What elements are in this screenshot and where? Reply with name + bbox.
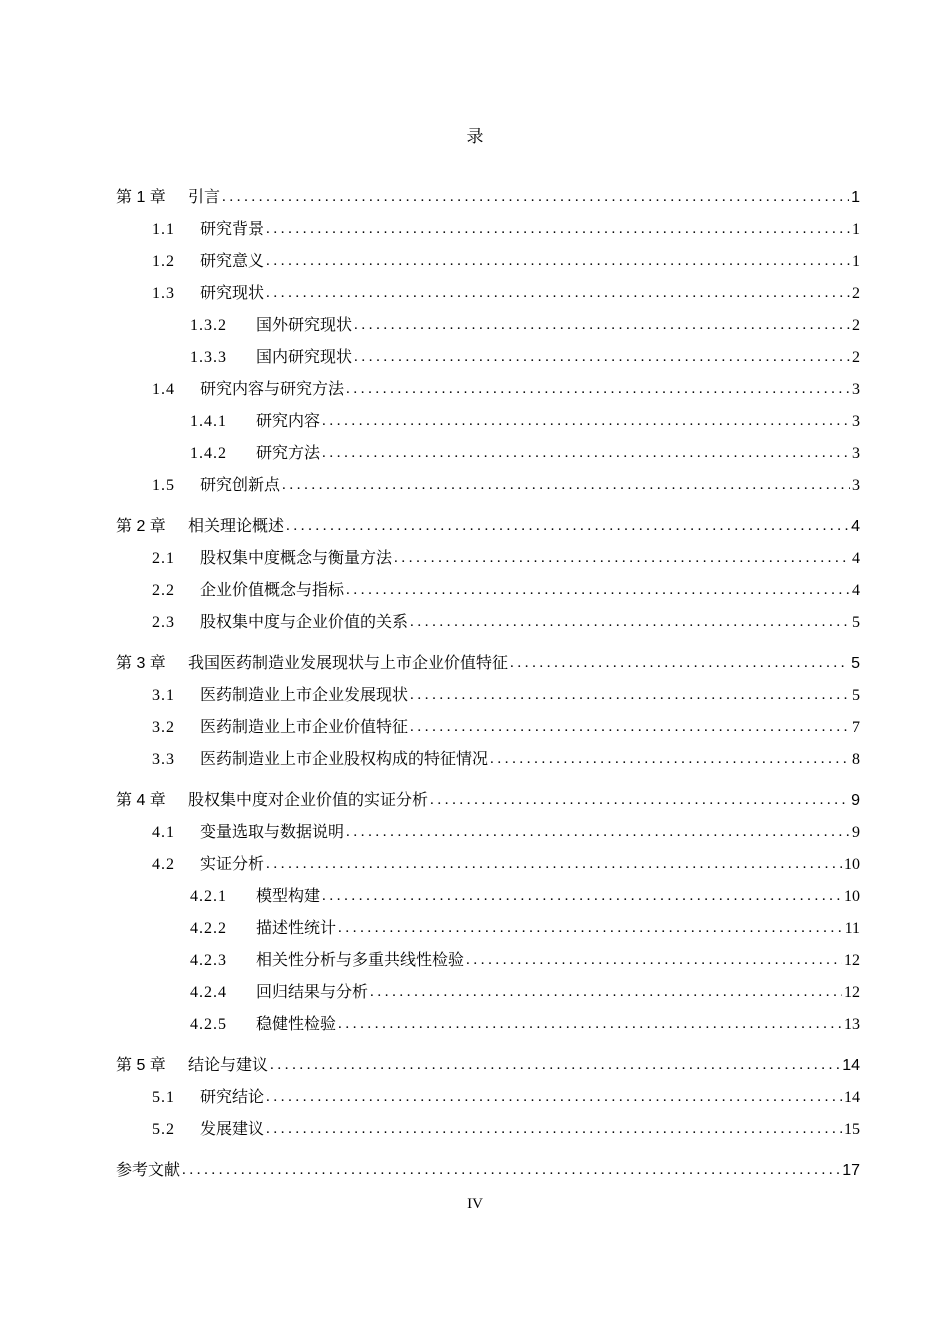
- toc-entry-label: [0, 655, 508, 672]
- toc-entry-label: [0, 856, 264, 873]
- toc-entry-page: 14: [844, 1089, 860, 1106]
- toc-entry-title: 回归结果与分析: [256, 984, 369, 1001]
- toc-entry-number: 1.2: [152, 253, 175, 270]
- toc-entry-label: [0, 189, 220, 206]
- toc-section-entry[interactable]: [0, 682, 950, 704]
- toc-dot-leader: [286, 518, 849, 535]
- toc-entry-number: 1.3: [152, 285, 175, 302]
- toc-entry-page: 3: [852, 445, 860, 462]
- toc-entry-number: 2.2: [152, 582, 175, 599]
- toc-chapter-entry[interactable]: [0, 1052, 950, 1074]
- toc-entry-page: 9: [852, 824, 860, 841]
- toc-entry-number: 3.2: [152, 719, 175, 736]
- toc-entry-title: 医药制造业上市企业股权构成的特征情况: [200, 751, 489, 768]
- toc-section-entry[interactable]: [0, 545, 950, 567]
- toc-entry-number: 1.3.2: [190, 317, 227, 334]
- toc-dot-leader: [510, 655, 849, 672]
- toc-entry-label: [0, 1057, 268, 1074]
- toc-entry-title: 研究结论: [200, 1089, 265, 1106]
- toc-dot-leader: [282, 477, 850, 494]
- toc-dot-leader: [182, 1162, 840, 1179]
- toc-entry-number: 第 5 章: [116, 1057, 166, 1074]
- toc-dot-leader: [410, 614, 850, 631]
- toc-entry-label: [0, 920, 336, 937]
- toc-section-entry[interactable]: [0, 248, 950, 270]
- toc-dot-leader: [354, 317, 850, 334]
- toc-dot-leader: [266, 285, 850, 302]
- toc-entry-page: 13: [844, 1016, 860, 1033]
- toc-section-entry[interactable]: [0, 472, 950, 494]
- toc-subsection-entry[interactable]: [0, 947, 950, 969]
- toc-entry-label: [0, 1016, 336, 1033]
- toc-chapter-entry[interactable]: [0, 1157, 950, 1179]
- toc-entry-title: 研究背景: [200, 221, 265, 238]
- toc-entry-page: 4: [852, 550, 860, 567]
- toc-chapter-entry[interactable]: [0, 650, 950, 672]
- toc-entry-number: 4.2.5: [190, 1016, 227, 1033]
- toc-dot-leader: [322, 888, 842, 905]
- toc-entry-title: 相关性分析与多重共线性检验: [256, 952, 465, 969]
- toc-entry-number: 4.2.3: [190, 952, 227, 969]
- toc-entry-page: 5: [851, 655, 860, 672]
- toc-entry-number: 第 3 章: [116, 655, 166, 672]
- toc-subsection-entry[interactable]: [0, 915, 950, 937]
- toc-entry-page: 10: [844, 888, 860, 905]
- toc-entry-label: [0, 477, 280, 494]
- toc-dot-leader: [338, 920, 843, 937]
- toc-dot-leader: [394, 550, 850, 567]
- toc-section-entry[interactable]: [0, 376, 950, 398]
- toc-entry-page: 4: [851, 518, 860, 535]
- toc-dot-leader: [322, 413, 850, 430]
- toc-dot-leader: [270, 1057, 840, 1074]
- toc-dot-leader: [222, 189, 849, 206]
- toc-section-entry[interactable]: [0, 851, 950, 873]
- toc-subsection-entry[interactable]: [0, 344, 950, 366]
- toc-entry-title: 研究内容与研究方法: [200, 381, 345, 398]
- toc-section-entry[interactable]: [0, 819, 950, 841]
- toc-entry-number: 第 1 章: [116, 189, 166, 206]
- toc-subsection-entry[interactable]: [0, 1011, 950, 1033]
- toc-dot-leader: [430, 792, 849, 809]
- toc-entry-label: [0, 984, 368, 1001]
- toc-section-entry[interactable]: [0, 216, 950, 238]
- toc-entry-title: 研究现状: [200, 285, 265, 302]
- toc-heading: 录: [466, 127, 484, 146]
- toc-entry-number: 1.3.3: [190, 349, 227, 366]
- toc-entry-label: [0, 381, 344, 398]
- toc-entry-title: 引言: [188, 189, 221, 206]
- toc-entry-label: [0, 888, 320, 905]
- toc-dot-leader: [410, 687, 850, 704]
- toc-entry-page: 7: [852, 719, 860, 736]
- toc-subsection-entry[interactable]: [0, 312, 950, 334]
- toc-chapter-entry[interactable]: [0, 184, 950, 206]
- toc-entry-page: 2: [852, 349, 860, 366]
- toc-entry-label: [0, 792, 428, 809]
- toc-entry-title: 实证分析: [200, 856, 265, 873]
- toc-entry-label: [0, 253, 264, 270]
- toc-entry-number: 3.3: [152, 751, 175, 768]
- toc-entry-label: [0, 285, 264, 302]
- toc-entry-number: 第 4 章: [116, 792, 166, 809]
- toc-dot-leader: [490, 751, 850, 768]
- toc-entry-title: 参考文献: [116, 1162, 181, 1179]
- toc-entry-number: 1.5: [152, 477, 175, 494]
- toc-entry-page: 11: [844, 920, 860, 937]
- toc-entry-title: 研究内容: [256, 413, 321, 430]
- toc-entry-title: 研究创新点: [200, 477, 281, 494]
- toc-entry-title: 企业价值概念与指标: [200, 582, 345, 599]
- toc-entry-title: 相关理论概述: [188, 518, 285, 535]
- toc-section-entry[interactable]: [0, 609, 950, 631]
- toc-dot-leader: [266, 253, 850, 270]
- toc-entry-page: 9: [851, 792, 860, 809]
- toc-entry-title: 医药制造业上市企业价值特征: [200, 719, 409, 736]
- toc-subsection-entry[interactable]: [0, 440, 950, 462]
- toc-entry-label: [0, 518, 284, 535]
- toc-entry-title: 股权集中度概念与衡量方法: [200, 550, 393, 567]
- toc-section-entry[interactable]: [0, 1116, 950, 1138]
- toc-chapter-entry[interactable]: [0, 787, 950, 809]
- toc-entry-number: 4.2.4: [190, 984, 227, 1001]
- toc-entry-title: 国内研究现状: [256, 349, 353, 366]
- toc-entry-page: 5: [852, 687, 860, 704]
- toc-entry-page: 12: [844, 952, 860, 969]
- toc-entry-label: [0, 1121, 264, 1138]
- toc-dot-leader: [322, 445, 850, 462]
- toc-entry-title: 结论与建议: [188, 1057, 269, 1074]
- toc-entry-label: [0, 582, 344, 599]
- toc-entry-number: 1.4.1: [190, 413, 227, 430]
- toc-entry-number: 2.1: [152, 550, 175, 567]
- toc-entry-number: 4.2: [152, 856, 175, 873]
- toc-dot-leader: [370, 984, 842, 1001]
- toc-entry-label: [0, 445, 320, 462]
- toc-entry-page: 5: [852, 614, 860, 631]
- toc-entry-label: [0, 824, 344, 841]
- toc-subsection-entry[interactable]: [0, 408, 950, 430]
- toc-chapter-entry[interactable]: [0, 513, 950, 535]
- toc-entry-page: 10: [844, 856, 860, 873]
- toc-dot-leader: [346, 824, 850, 841]
- toc-entry-page: 2: [852, 285, 860, 302]
- toc-section-entry[interactable]: [0, 746, 950, 768]
- toc-entry-label: [0, 550, 392, 567]
- toc-entry-number: 2.3: [152, 614, 175, 631]
- toc-entry-title: 我国医药制造业发展现状与上市企业价值特征: [188, 655, 509, 672]
- toc-entry-label: [0, 614, 408, 631]
- toc-entry-page: 1: [851, 189, 860, 206]
- toc-entry-label: [0, 221, 264, 238]
- toc-entry-number: 第 2 章: [116, 518, 166, 535]
- toc-dot-leader: [266, 1089, 842, 1106]
- toc-entry-title: 医药制造业上市企业发展现状: [200, 687, 409, 704]
- toc-entry-title: 描述性统计: [256, 920, 337, 937]
- toc-entry-page: 8: [852, 751, 860, 768]
- toc-entry-title: 稳健性检验: [256, 1016, 337, 1033]
- toc-entry-page: 1: [852, 221, 860, 238]
- toc-entry-label: [0, 952, 464, 969]
- toc-entry-page: 4: [852, 582, 860, 599]
- toc-entry-page: 1: [852, 253, 860, 270]
- toc-entry-title: 国外研究现状: [256, 317, 353, 334]
- toc-entry-number: 4.2.1: [190, 888, 227, 905]
- toc-entry-title: 变量选取与数据说明: [200, 824, 345, 841]
- toc-entry-number: 1.1: [152, 221, 175, 238]
- toc-entry-page: 14: [842, 1057, 860, 1074]
- toc-section-entry[interactable]: [0, 1084, 950, 1106]
- toc-entry-number: 4.1: [152, 824, 175, 841]
- toc-dot-leader: [266, 1121, 842, 1138]
- toc-entry-label: [0, 751, 488, 768]
- toc-entry-page: 3: [852, 381, 860, 398]
- toc-entry-title: 股权集中度与企业价值的关系: [200, 614, 409, 631]
- toc-entry-title: 研究方法: [256, 445, 321, 462]
- toc-entry-title: 股权集中度对企业价值的实证分析: [188, 792, 429, 809]
- toc-section-entry[interactable]: [0, 280, 950, 302]
- toc-entry-label: [0, 413, 320, 430]
- toc-entry-label: [0, 719, 408, 736]
- toc-entry-label: [0, 349, 352, 366]
- toc-dot-leader: [266, 221, 850, 238]
- toc-entry-number: 1.4: [152, 381, 175, 398]
- toc-entry-title: 研究意义: [200, 253, 265, 270]
- toc-entry-number: 1.4.2: [190, 445, 227, 462]
- toc-entry-number: 3.1: [152, 687, 175, 704]
- toc-entry-label: [0, 1089, 264, 1106]
- toc-subsection-entry[interactable]: [0, 883, 950, 905]
- toc-entry-page: 2: [852, 317, 860, 334]
- toc-entry-number: 5.1: [152, 1089, 175, 1106]
- toc-subsection-entry[interactable]: [0, 979, 950, 1001]
- toc-entry-title: 发展建议: [200, 1121, 265, 1138]
- toc-dot-leader: [410, 719, 850, 736]
- toc-dot-leader: [346, 381, 850, 398]
- toc-dot-leader: [354, 349, 850, 366]
- toc-entry-page: 15: [844, 1121, 860, 1138]
- toc-dot-leader: [266, 856, 842, 873]
- toc-section-entry[interactable]: [0, 577, 950, 599]
- toc-entry-label: [0, 317, 352, 334]
- toc-section-entry[interactable]: [0, 714, 950, 736]
- toc-entry-title: 模型构建: [256, 888, 321, 905]
- toc-entry-page: 3: [852, 477, 860, 494]
- toc-entry-label: [0, 1162, 180, 1179]
- toc-entry-number: 4.2.2: [190, 920, 227, 937]
- toc-entry-page: 12: [844, 984, 860, 1001]
- toc-entry-page: 17: [842, 1162, 860, 1179]
- page-number-footer: IV: [467, 1196, 483, 1212]
- toc-dot-leader: [346, 582, 850, 599]
- toc-dot-leader: [338, 1016, 842, 1033]
- toc-dot-leader: [466, 952, 842, 969]
- toc-entry-page: 3: [852, 413, 860, 430]
- toc-entry-label: [0, 687, 408, 704]
- toc-entry-number: 5.2: [152, 1121, 175, 1138]
